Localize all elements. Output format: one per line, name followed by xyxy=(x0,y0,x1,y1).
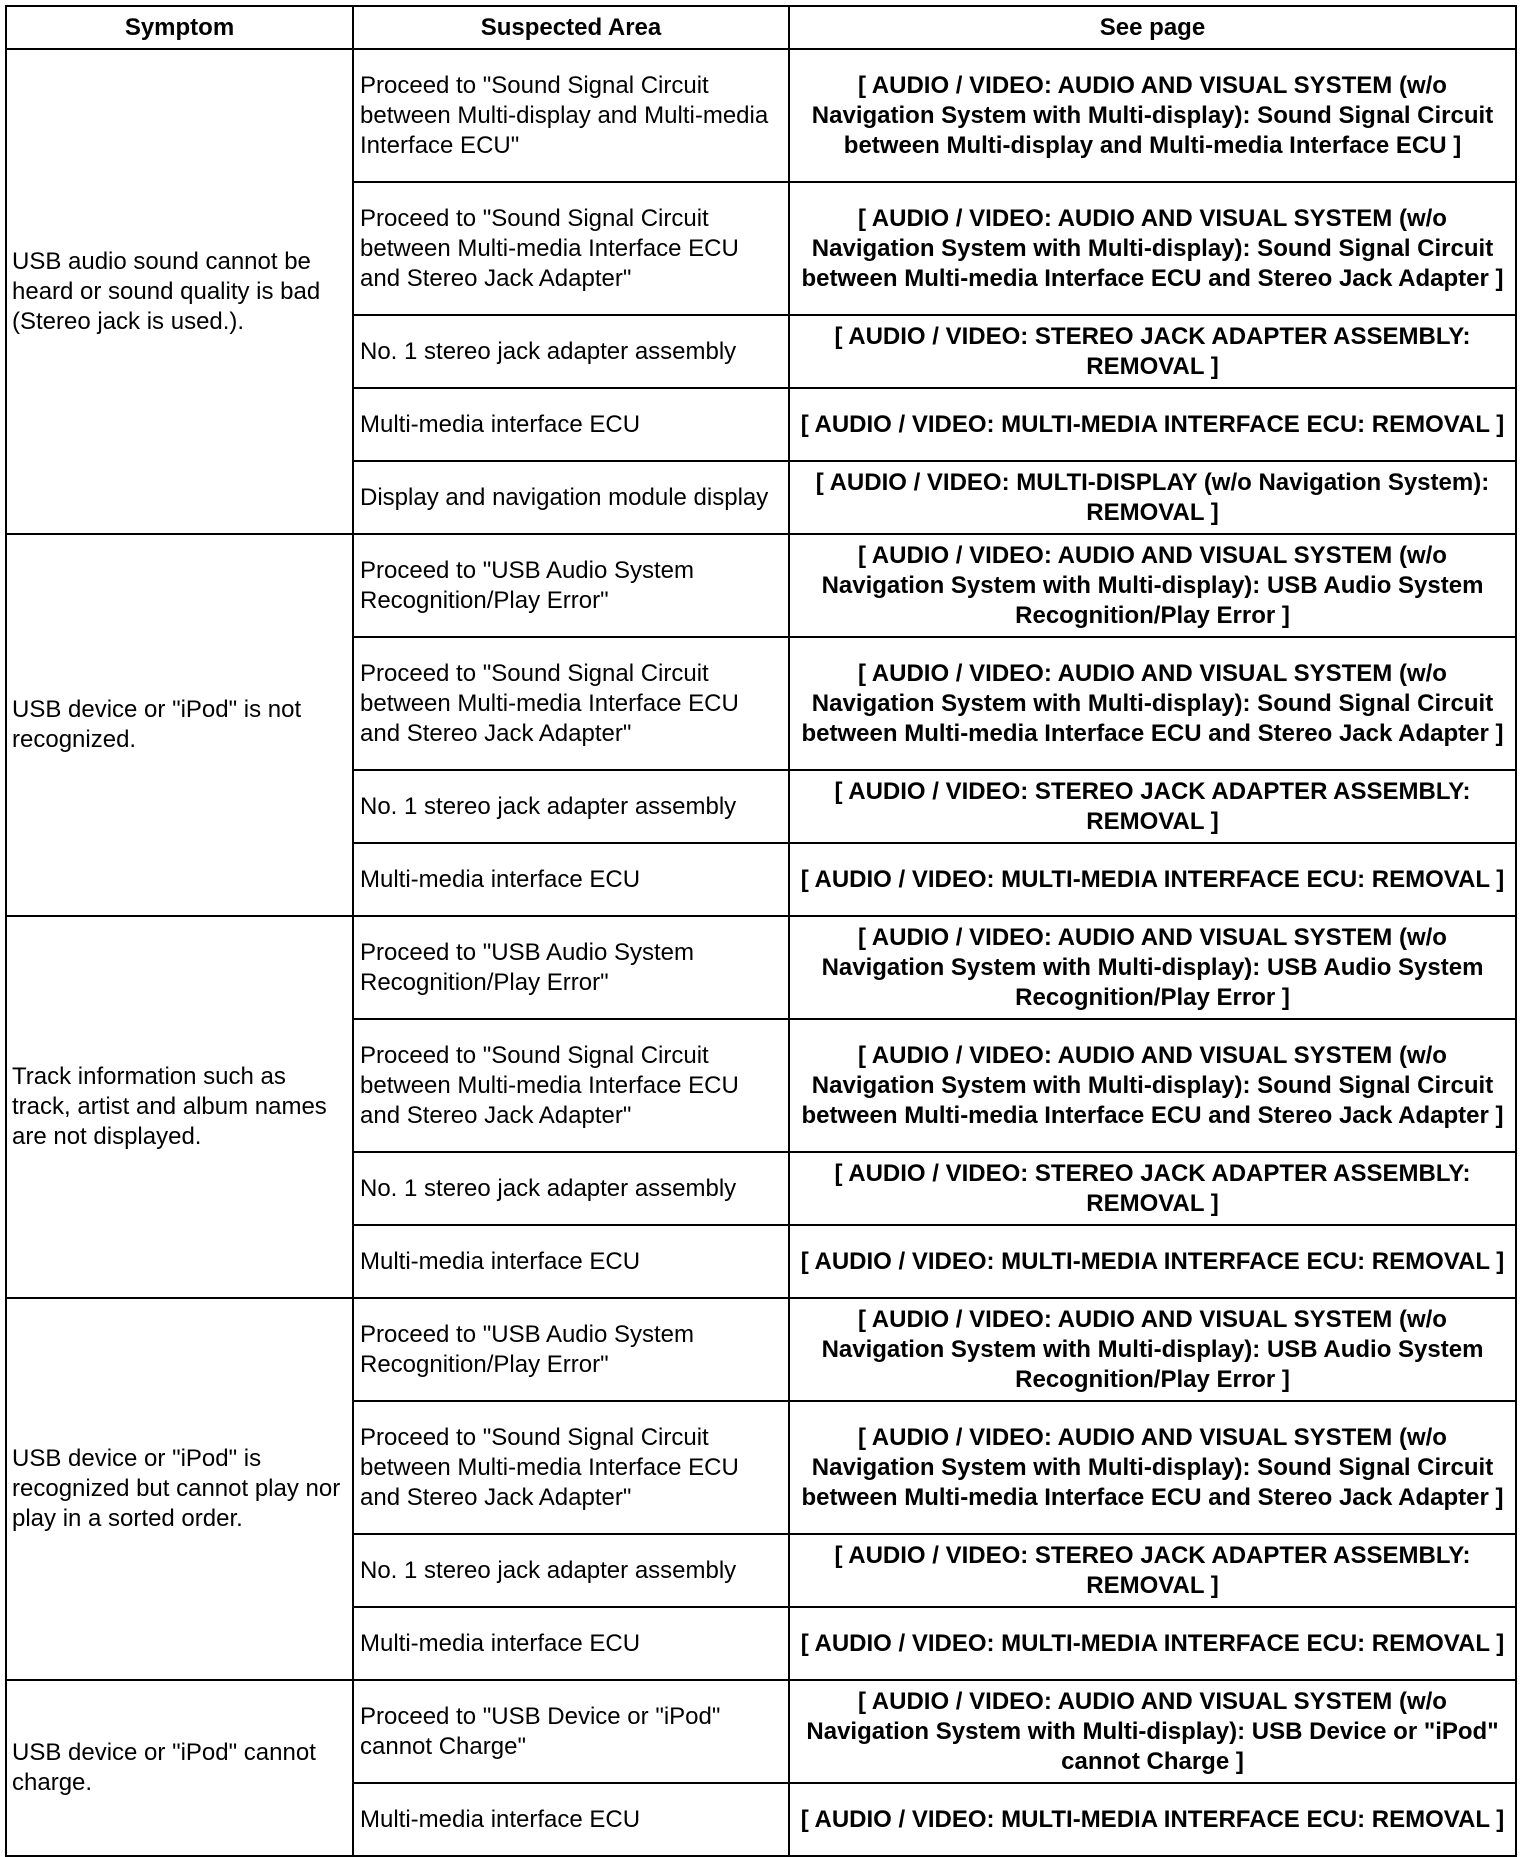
suspected-area-cell: Multi-media interface ECU xyxy=(353,1607,789,1680)
symptom-cell: USB device or "iPod" cannot charge. xyxy=(6,1680,353,1856)
see-page-link[interactable]: [ AUDIO / VIDEO: AUDIO AND VISUAL SYSTEM (w/o Navigation System with Multi-display): USB Audio System Recognition/Play Error ] xyxy=(789,534,1516,637)
header-see-page: See page xyxy=(789,6,1516,49)
suspected-area-cell: Proceed to "Sound Signal Circuit between Multi-media Interface ECU and Stereo Jack Adapter" xyxy=(353,1019,789,1152)
symptom-cell: USB device or "iPod" is not recognized. xyxy=(6,534,353,916)
see-page-link[interactable]: [ AUDIO / VIDEO: STEREO JACK ADAPTER ASSEMBLY: REMOVAL ] xyxy=(789,1152,1516,1225)
suspected-area-cell: No. 1 stereo jack adapter assembly xyxy=(353,315,789,388)
see-page-link[interactable]: [ AUDIO / VIDEO: MULTI-DISPLAY (w/o Navigation System): REMOVAL ] xyxy=(789,461,1516,534)
suspected-area-cell: Proceed to "USB Device or "iPod" cannot Charge" xyxy=(353,1680,789,1783)
see-page-link[interactable]: [ AUDIO / VIDEO: MULTI-MEDIA INTERFACE ECU: REMOVAL ] xyxy=(789,388,1516,461)
table-row xyxy=(6,49,1516,182)
see-page-link[interactable]: [ AUDIO / VIDEO: AUDIO AND VISUAL SYSTEM (w/o Navigation System with Multi-display): USB Audio System Recognition/Play Error ] xyxy=(789,1298,1516,1401)
suspected-area-cell: Proceed to "USB Audio System Recognition/Play Error" xyxy=(353,534,789,637)
see-page-link[interactable]: [ AUDIO / VIDEO: AUDIO AND VISUAL SYSTEM (w/o Navigation System with Multi-display): USB Audio System Recognition/Play Error ] xyxy=(789,916,1516,1019)
suspected-area-cell: Proceed to "USB Audio System Recognition/Play Error" xyxy=(353,1298,789,1401)
suspected-area-cell: Proceed to "Sound Signal Circuit between Multi-media Interface ECU and Stereo Jack Adapter" xyxy=(353,182,789,315)
symptom-cell: USB audio sound cannot be heard or sound quality is bad (Stereo jack is used.). xyxy=(6,49,353,534)
suspected-area-cell: No. 1 stereo jack adapter assembly xyxy=(353,770,789,843)
troubleshooting-sheet xyxy=(5,5,1515,1845)
see-page-link[interactable]: [ AUDIO / VIDEO: STEREO JACK ADAPTER ASSEMBLY: REMOVAL ] xyxy=(789,770,1516,843)
header-row xyxy=(6,6,1516,49)
table-body xyxy=(6,49,1516,1856)
see-page-link[interactable]: [ AUDIO / VIDEO: AUDIO AND VISUAL SYSTEM (w/o Navigation System with Multi-display): Sound Signal Circuit between Multi-display and Multi-media Interface ECU ] xyxy=(789,49,1516,182)
header-symptom: Symptom xyxy=(6,6,353,49)
table-row xyxy=(6,1680,1516,1783)
see-page-link[interactable]: [ AUDIO / VIDEO: AUDIO AND VISUAL SYSTEM (w/o Navigation System with Multi-display): Sound Signal Circuit between Multi-media Interface ECU and Stereo Jack Adapter ] xyxy=(789,637,1516,770)
suspected-area-cell: Multi-media interface ECU xyxy=(353,388,789,461)
see-page-link[interactable]: [ AUDIO / VIDEO: MULTI-MEDIA INTERFACE ECU: REMOVAL ] xyxy=(789,1607,1516,1680)
header-suspected-area: Suspected Area xyxy=(353,6,789,49)
see-page-link[interactable]: [ AUDIO / VIDEO: MULTI-MEDIA INTERFACE ECU: REMOVAL ] xyxy=(789,843,1516,916)
suspected-area-cell: Proceed to "USB Audio System Recognition/Play Error" xyxy=(353,916,789,1019)
suspected-area-cell: Proceed to "Sound Signal Circuit between Multi-display and Multi-media Interface ECU" xyxy=(353,49,789,182)
see-page-link[interactable]: [ AUDIO / VIDEO: AUDIO AND VISUAL SYSTEM (w/o Navigation System with Multi-display): USB Device or "iPod" cannot Charge ] xyxy=(789,1680,1516,1783)
suspected-area-cell: No. 1 stereo jack adapter assembly xyxy=(353,1534,789,1607)
table-row xyxy=(6,534,1516,637)
see-page-link[interactable]: [ AUDIO / VIDEO: MULTI-MEDIA INTERFACE ECU: REMOVAL ] xyxy=(789,1783,1516,1856)
suspected-area-cell: Multi-media interface ECU xyxy=(353,1783,789,1856)
see-page-link[interactable]: [ AUDIO / VIDEO: STEREO JACK ADAPTER ASSEMBLY: REMOVAL ] xyxy=(789,1534,1516,1607)
suspected-area-cell: Multi-media interface ECU xyxy=(353,843,789,916)
suspected-area-cell: No. 1 stereo jack adapter assembly xyxy=(353,1152,789,1225)
table-row xyxy=(6,1298,1516,1401)
table-row xyxy=(6,916,1516,1019)
see-page-link[interactable]: [ AUDIO / VIDEO: STEREO JACK ADAPTER ASSEMBLY: REMOVAL ] xyxy=(789,315,1516,388)
troubleshooting-table xyxy=(5,5,1517,1857)
suspected-area-cell: Proceed to "Sound Signal Circuit between Multi-media Interface ECU and Stereo Jack Adapter" xyxy=(353,1401,789,1534)
see-page-link[interactable]: [ AUDIO / VIDEO: MULTI-MEDIA INTERFACE ECU: REMOVAL ] xyxy=(789,1225,1516,1298)
suspected-area-cell: Display and navigation module display xyxy=(353,461,789,534)
suspected-area-cell: Proceed to "Sound Signal Circuit between Multi-media Interface ECU and Stereo Jack Adapter" xyxy=(353,637,789,770)
see-page-link[interactable]: [ AUDIO / VIDEO: AUDIO AND VISUAL SYSTEM (w/o Navigation System with Multi-display): Sound Signal Circuit between Multi-media Interface ECU and Stereo Jack Adapter ] xyxy=(789,1019,1516,1152)
see-page-link[interactable]: [ AUDIO / VIDEO: AUDIO AND VISUAL SYSTEM (w/o Navigation System with Multi-display): Sound Signal Circuit between Multi-media Interface ECU and Stereo Jack Adapter ] xyxy=(789,1401,1516,1534)
symptom-cell: USB device or "iPod" is recognized but cannot play nor play in a sorted order. xyxy=(6,1298,353,1680)
see-page-link[interactable]: [ AUDIO / VIDEO: AUDIO AND VISUAL SYSTEM (w/o Navigation System with Multi-display): Sound Signal Circuit between Multi-media Interface ECU and Stereo Jack Adapter ] xyxy=(789,182,1516,315)
symptom-cell: Track information such as track, artist and album names are not displayed. xyxy=(6,916,353,1298)
suspected-area-cell: Multi-media interface ECU xyxy=(353,1225,789,1298)
